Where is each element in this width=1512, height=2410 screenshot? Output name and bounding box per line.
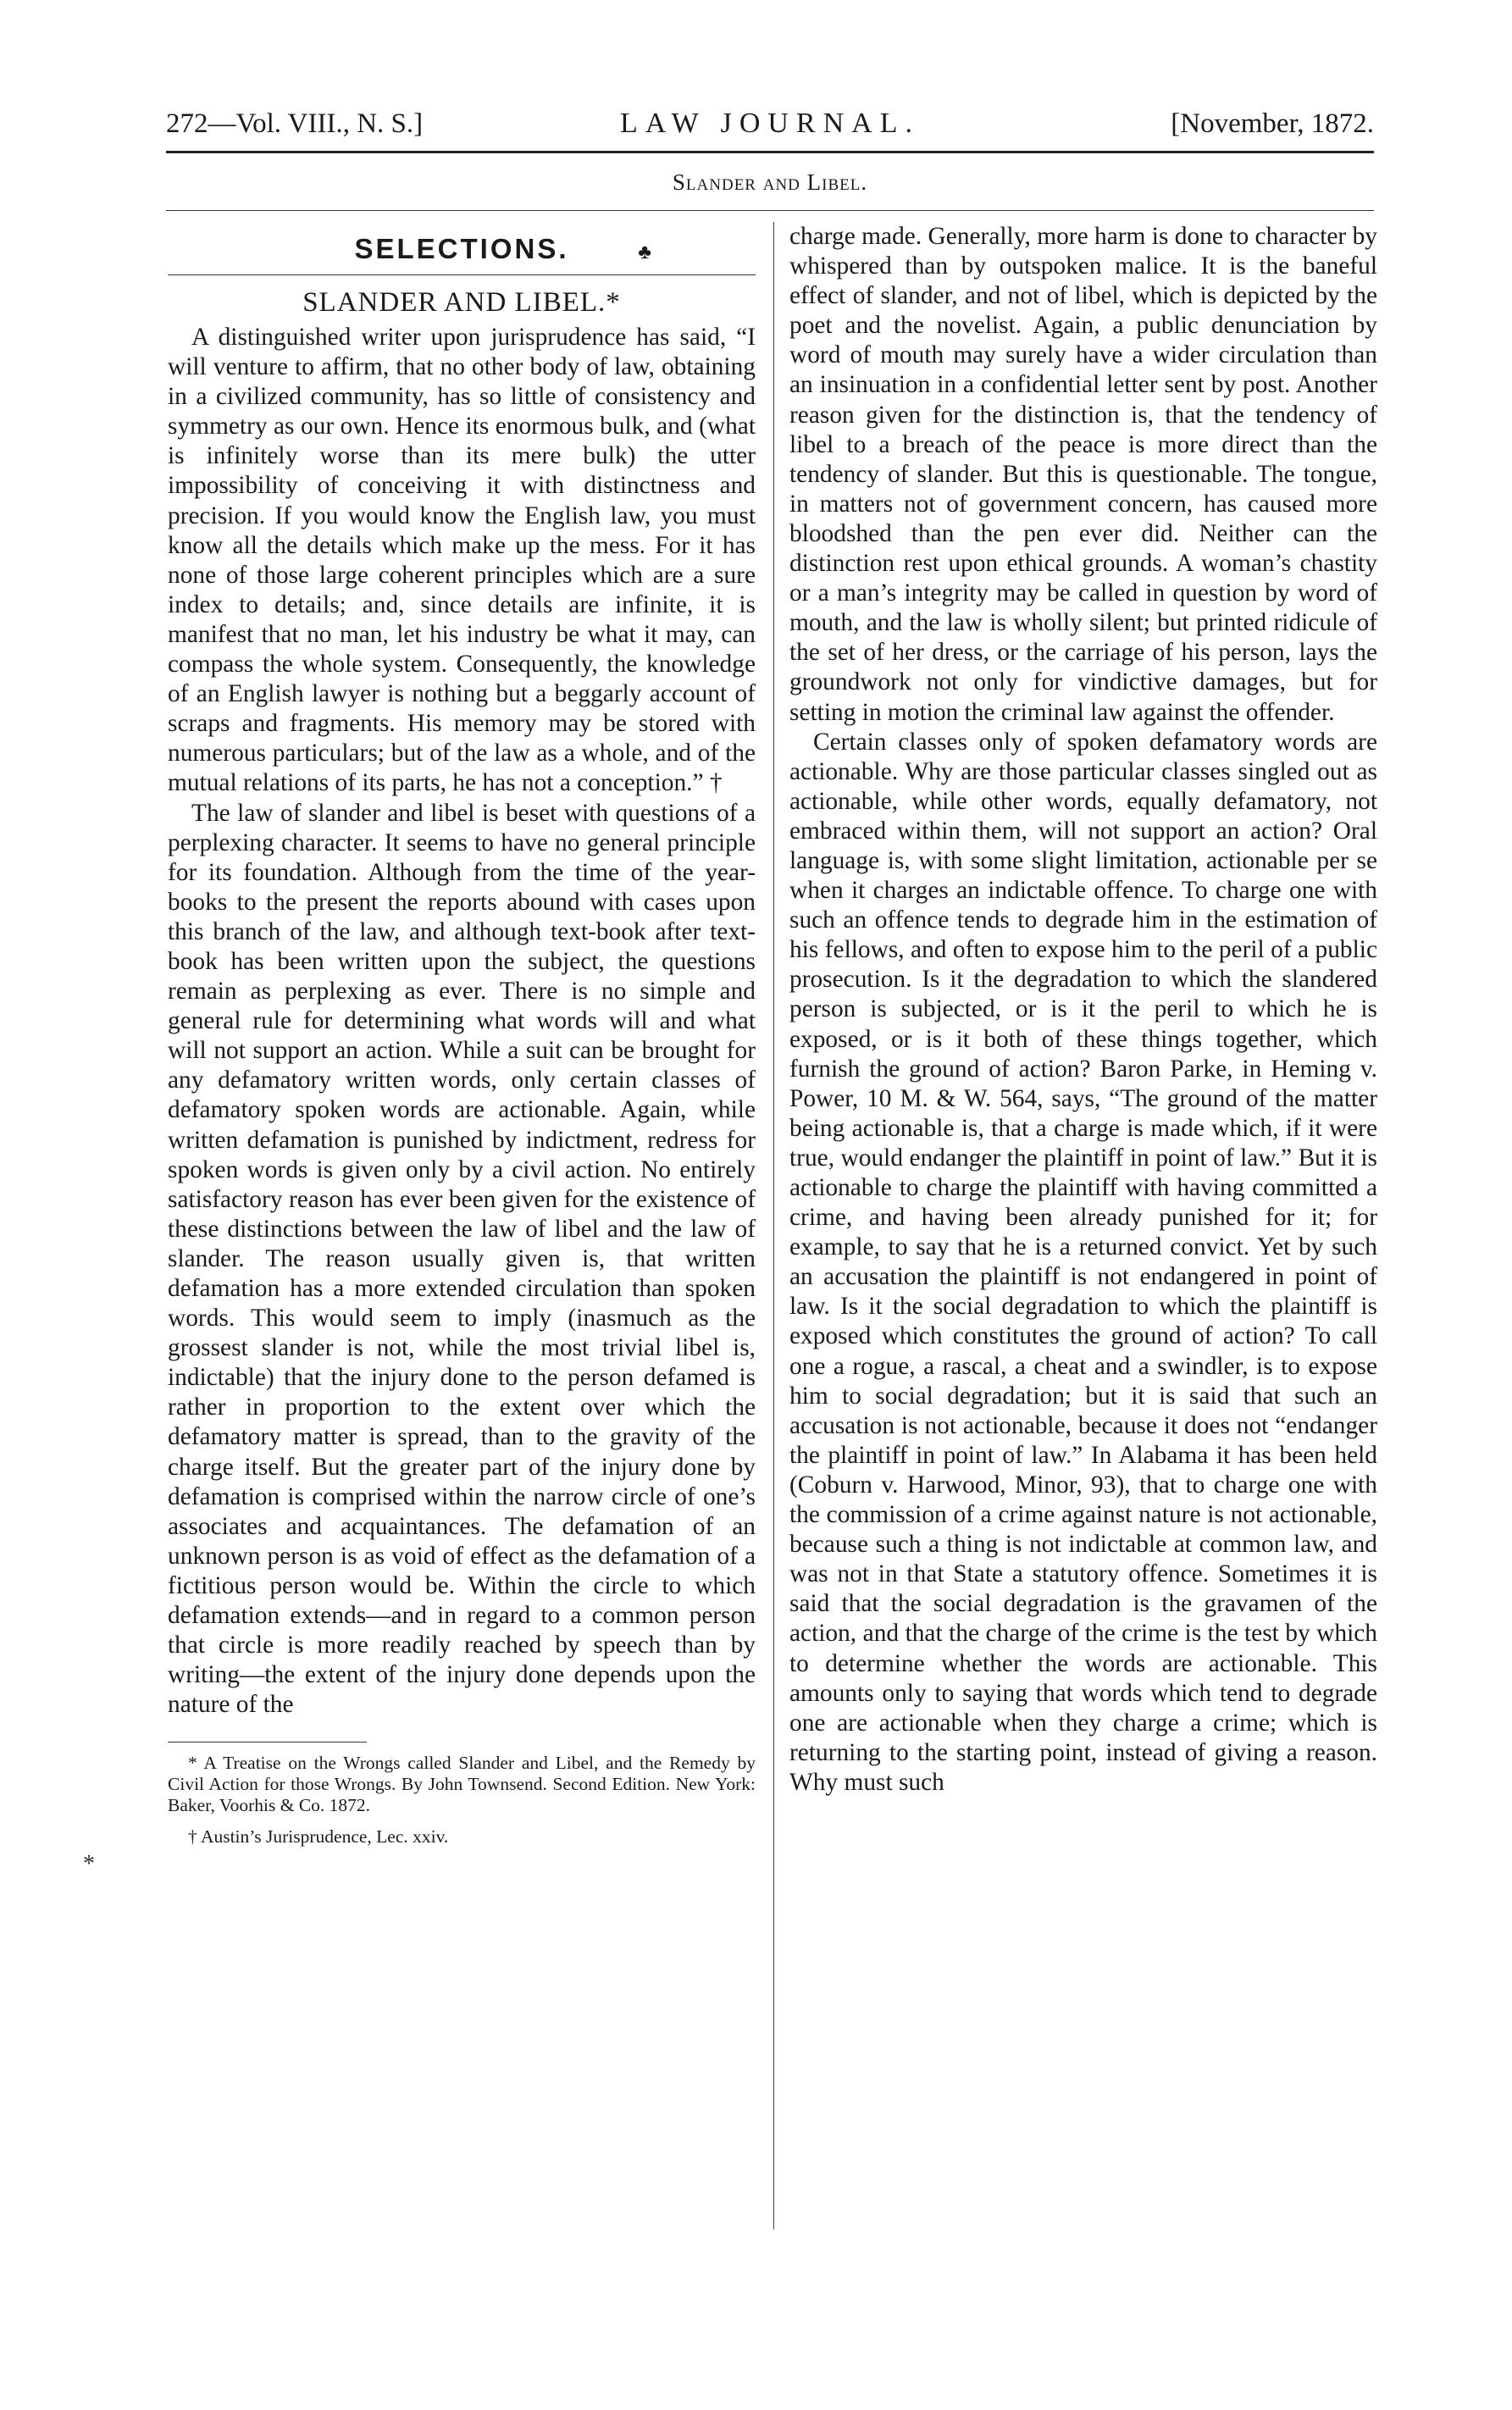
page-header: [166, 100, 1374, 147]
footnote: † Austin’s Jurisprudence, Lec. xxiv.: [188, 1826, 449, 1848]
running-title-rule: [166, 210, 1374, 211]
journal-title: LAW JOURNAL.: [620, 108, 920, 139]
ornament-icon: ♣: [638, 241, 654, 263]
section-rule: [168, 274, 756, 275]
article-title: SLANDER AND LIBEL.*: [302, 287, 621, 318]
header-volume: 272—Vol. VIII., N. S.]: [166, 108, 424, 139]
column-divider: [773, 222, 774, 2230]
margin-mark: *: [83, 1851, 95, 1877]
footnote: * A Treatise on the Wrongs called Slander and Libel, and the Remedy by Civil Action for those Wrongs. By John Townsend. Second Edition. New York: Baker, Voorhis & Co. 1872.: [168, 1753, 756, 1816]
paragraph: The law of slander and libel is beset with questions of a perplexing character. It seems to have no general principle for its foundation. Although from the time of the year-books to the present the reports abound with cases upon this branch of the law, and although text-book after text-book has been written upon the subject, the questions remain as perplexing as ever. There is no simple and general rule for determining what words will and what will not support an action. While a suit can be brought for any defamatory written words, only certain classes of defamatory spoken words are actionable. Again, while written defamation is punished by indictment, redress for spoken words is given only by a civil action. No entirely satisfactory reason has ever been given for the existence of these distinctions between the law of libel and the law of slander. The reason usually given is, that written defamation has a more extended circulation than spoken words. This would seem to imply (inasmuch as the grossest slander is not, while the most trivial libel is, indictable) that the injury done to the person defamed is rather in proportion to the extent over which the defamatory matter is spread, than to the gravity of the charge itself. But the greater part of the injury done by defamation is comprised within the narrow circle of one’s associates and acquaintances. The defamation of an unknown person is as void of effect as the defamation of a fictitious person would be. Within the circle to which defamation extends—and in regard to a common person that circle is more readily reached by speech than by writing—the extent of the injury done depends upon the nature of the: [168, 799, 756, 1719]
section-heading-text: SELECTIONS.: [354, 233, 569, 264]
running-title: Slander and Libel.: [672, 169, 868, 195]
paragraph: Certain classes only of spoken defamatory words are actionable. Why are those particular classes singled out as actionable, while other words, equally defamatory, not embraced within them, will not support an action? Oral language is, with some slight limitation, actionable per se when it charges an indictable offence. To charge one with such an offence tends to degrade him in the estimation of his fellows, and often to expose him to the peril of a public prosecution. Is it the degradation to which the slandered person is subjected, or is it the peril to which he is exposed, or is it both of these things together, which furnish the ground of action? Baron Parke, in Heming v. Power, 10 M. & W. 564, says, “The ground of the matter being actionable is, that a charge is made which, if it were true, would endanger the plaintiff in point of law.” But it is actionable to charge the plaintiff with having committed a crime, and having been already punished for it; for example, to say that he is a returned convict. Yet by such an accusation the plaintiff is not endangered in point of law. Is it the social degradation to which the plaintiff is exposed which constitutes the ground of action? To call one a rogue, a rascal, a cheat and a swindler, is to expose him to social degradation; but it is said that such an accusation is not actionable, because it does not “endanger the plaintiff in point of law.” In Alabama it has been held (Coburn v. Harwood, Minor, 93), that to charge one with the commission of a crime against nature is not actionable, because such a thing is not indictable at common law, and was not in that State a statutory offence. Sometimes it is said that the social degradation is the gravamen of the action, and that the charge of the crime is the test by which to determine whether the words are actionable. This amounts only to saying that words which tend to degrade one are actionable when they charge a crime; which is returning to the starting point, instead of giving a reason. Why must such: [789, 728, 1377, 1796]
left-column: [168, 222, 756, 1858]
right-column: [789, 222, 1377, 1798]
paragraph: charge made. Generally, more harm is done to character by whispered than by outspoken malice. It is the baneful effect of slander, and not of libel, which is depicted by the poet and the novelist. Again, a public denunciation by word of mouth may surely have a wider circulation than an insinuation in a confidential letter sent by post. Another reason given for the distinction is, that the tendency of libel to a breach of the peace is more direct than the tendency of slander. But this is questionable. The tongue, in matters not of government concern, has caused more bloodshed than the pen ever did. Neither can the distinction rest upon ethical grounds. A woman’s chastity or a man’s integrity may be called in question by word of mouth, and the law is wholly silent; but printed ridicule of the set of her dress, or the carriage of his person, lays the groundwork not only for vindictive damages, but for setting in motion the criminal law against the offender.: [789, 223, 1377, 726]
section-heading: [168, 229, 756, 269]
header-rule: [166, 151, 1374, 153]
header-date: [November, 1872.: [1171, 108, 1374, 139]
paragraph: A distinguished writer upon jurisprudence has said, “I will venture to affirm, that no other body of law, obtaining in a civilized community, has so little of consistency and symmetry as our own. Hence its enormous bulk, and (what is infinitely worse than its mere bulk) the utter impossibility of conceiving it with distinctness and precision. If you would know the English law, you must know all the details which make up the mess. For it has none of those large coherent principles which are a sure index to details; and, since details are infinite, it is manifest that no man, let his industry be what it may, can compass the whole system. Consequently, the knowledge of an English lawyer is nothing but a beggarly account of scraps and fragments. His memory may be stored with numerous particulars; but of the law as a whole, and of the mutual relations of its parts, he has not a conception.” †: [168, 324, 756, 797]
